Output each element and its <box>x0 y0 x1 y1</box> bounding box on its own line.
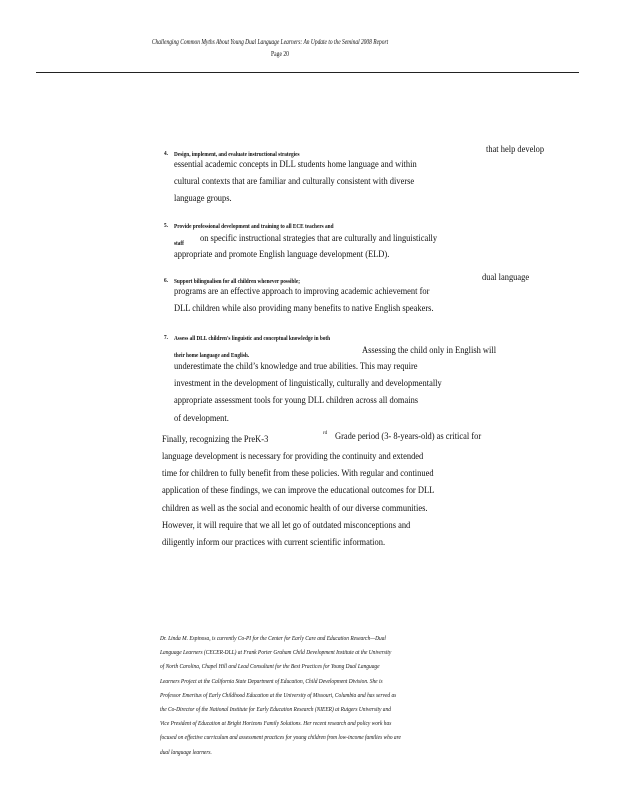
list-item-lead-continuation: dual language <box>482 273 530 283</box>
list-item-body: essential academic concepts in DLL students home language and within cultural contexts that are familiar and culturally consistent with diverse language groups. <box>174 160 417 205</box>
author-bio: Dr. Linda M. Espinosa, is currently Co-PI for the Center for Early Care and Education Research—Dual Language Learners (CECER-DLL) at Frank Porter Graham Child Development Institute at the University of North Carolina, Chapel Hill and Lead Consultant for the Best Practices for Young Dual Language Learners Project at the California State Department of Education, Child Development Division. She is Professor Emeritus of Early Childhood Education at the University of Missouri, Columbia and has served as the Co-Director of the National Institute for Early Education Research (NIEER) at Rutgers University and Vice President of Education at Bright Horizons Family Solutions. Her recent research and policy work has focused on effective curriculum and assessment practices for young children from low-income families who are dual language learners. <box>160 635 401 756</box>
list-item-lead: Support bilingualism for all children whenever possible; <box>174 278 300 285</box>
list-item-lead-continuation: that help develop <box>486 145 545 155</box>
list-item-lead-continuation: on specific instructional strategies that are culturally and linguistically <box>200 234 438 244</box>
list-item-lead-line2: staff <box>174 240 184 247</box>
list-item-lead: Design, implement, and evaluate instructional strategies <box>174 151 300 158</box>
closing-paragraph-first-line-continuation: Grade period (3- 8-years-old) as critical for <box>335 432 482 442</box>
list-number: 4. <box>164 150 168 157</box>
list-item-lead: Assess all DLL children's linguistic and conceptual knowledge in both <box>174 335 331 342</box>
list-item-lead-continuation: Assessing the child only in English will <box>362 346 497 356</box>
list-item-body: programs are an effective approach to improving academic achievement for DLL children while also providing many benefits to native English speakers. <box>174 287 434 315</box>
running-header-title: Challenging Common Myths About Young Dual Language Learners: An Update to the Seminal 2008 Report <box>151 38 389 46</box>
list-item-body: appropriate and promote English language development (ELD). <box>174 250 390 260</box>
superscript-ordinal: rd <box>323 431 328 436</box>
list-item-lead: Provide professional development and training to all ECE teachers and <box>174 223 334 230</box>
list-number: 7. <box>164 334 168 341</box>
list-number: 5. <box>164 222 168 229</box>
closing-paragraph: language development is necessary for providing the continuity and extended time for children to fully benefit from these policies. With regular and continued application of these findings, we can improve the educational outcomes for DLL children as well as the social and economic health of our diverse communities. However, it will require that we all let go of outdated misconceptions and diligently inform our practices with current scientific information. <box>162 452 435 549</box>
list-item-body: underestimate the child’s knowledge and true abilities. This may require investment in the development of linguistically, culturally and developmentally appropriate assessment tools for young DLL children across all domains of development. <box>174 362 442 424</box>
header-divider <box>36 72 579 73</box>
closing-paragraph-first-line: Finally, recognizing the PreK-3 <box>162 435 269 445</box>
page-number: Page 20 <box>271 50 289 58</box>
list-number: 6. <box>164 277 168 284</box>
list-item-lead-line2: their home language and English. <box>174 352 250 359</box>
